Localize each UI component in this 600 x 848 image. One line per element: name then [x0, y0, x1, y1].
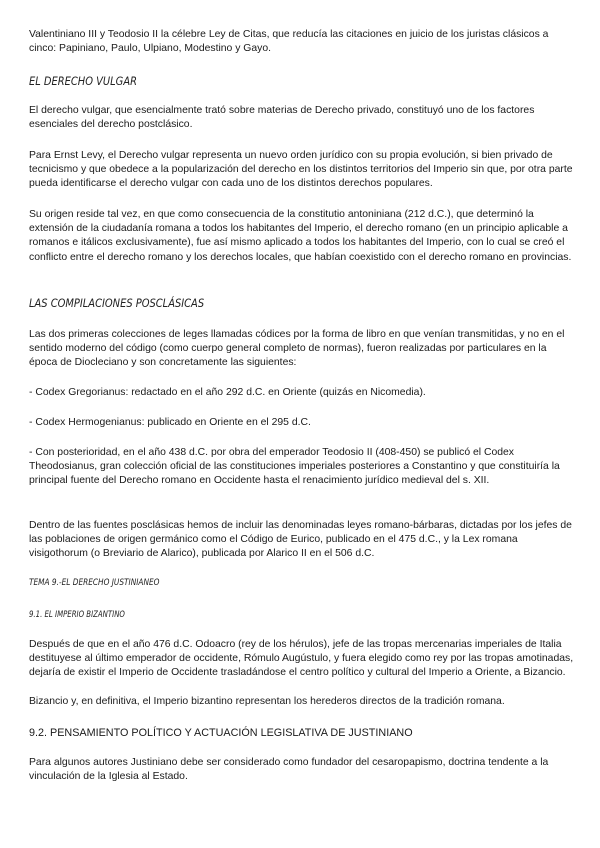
paragraph-derecho-vulgar-intro: El derecho vulgar, que esencialmente trató sobre materias de Derecho privado, constituyó uno de los factores esenciales del derecho postclásico. [29, 105, 535, 131]
paragraph-cesaropapismo: Para algunos autores Justiniano debe ser considerado como fundador del cesaropapismo, doctrina tendente a la vinculación de la Iglesia al Estado. [29, 757, 549, 783]
paragraph-bizancio-herederos: Bizancio y, en definitiva, el Imperio bizantino representan los herederos directos de la tradición romana. [29, 696, 505, 707]
paragraph-compilaciones: Las dos primeras colecciones de leges llamadas códices por la forma de libro en que venían transmitidas, y no en el sentido moderno del código (como cuerpo general completo de normas), fueron realizadas por particulares en la época de Diocleciano y son concretamente las siguientes: [29, 329, 565, 369]
heading-derecho-vulgar: EL DERECHO VULGAR [29, 74, 137, 88]
heading-compilaciones-posclasicas: LAS COMPILACIONES POSCLÁSICAS [29, 296, 205, 310]
heading-pensamiento-politico-justiniano: 9.2. PENSAMIENTO POLÍTICO Y ACTUACIÓN LEGISLATIVA DE JUSTINIANO [29, 727, 413, 739]
paragraph-constitutio-antoniniana: Su origen reside tal vez, en que como consecuencia de la constitutio antoniniana (212 d.C.), que determinó la extensión de la ciudadanía romana a todos los habitantes del Imperio, el derecho romano (en un principio aplicable a romanos e itálicos exclusivamente), fue así mismo aplicado a todos los habitantes del Imperio, con lo cual se creó el conflicto entre el derecho romano y los derechos locales, que habían coexistido con el derecho romano en provincias. [29, 209, 572, 263]
list-item-codex-theodosianus: - Con posterioridad, en el año 438 d.C. por obra del emperador Teodosio II (408-450) se publicó el Codex Theodosianus, gran colección oficial de las constituciones imperiales posteriores a Constantino y que constituiría la principal fuente del Derecho romano en Occidente hasta el renacimiento jurídico medieval del s. XII. [29, 447, 560, 487]
heading-imperio-bizantino: 9.1. EL IMPERIO BIZANTINO [29, 610, 125, 620]
paragraph-ley-de-citas: Valentiniano III y Teodosio II la célebre Ley de Citas, que reducía las citaciones en juicio de los juristas clásicos a cinco: Papiniano, Paulo, Ulpiano, Modestino y Gayo. [29, 29, 549, 55]
paragraph-leyes-romano-barbaras: Dentro de las fuentes posclásicas hemos de incluir las denominadas leyes romano-bárbaras, dictadas por los jefes de las poblaciones de origen germánico como el Código de Eurico, publicado en el 475 d.C., y la Lex romana visigothorum (o Breviario de Alarico), publicada por Alarico II en el 506 d.C. [29, 520, 572, 560]
paragraph-odoacro: Después de que en el año 476 d.C. Odoacro (rey de los hérulos), jefe de las tropas mercenarias imperiales de Italia destituyese al último emperador de occidente, Rómulo Augústulo, y fuera elegido como rey por las tropas amotinadas, dejaría de existir el Imperio de Occidente trasladándose el centro político y cultural del Imperio a Oriente, a Bizancio. [29, 639, 574, 679]
paragraph-ernst-levy: Para Ernst Levy, el Derecho vulgar representa un nuevo orden jurídico con su propia evolución, si bien privado de tecnicismo y que obedece a la popularización del derecho en los distintos territorios del Imperio sin que, por otra parte pueda identificarse el derecho vulgar con cada uno de los distintos derechos populares. [29, 150, 573, 190]
list-item-codex-gregorianus: - Codex Gregorianus: redactado en el año 292 d.C. en Oriente (quizás en Nicomedia). [29, 387, 426, 398]
list-item-codex-hermogenianus: - Codex Hermogenianus: publicado en Oriente en el 295 d.C. [29, 417, 311, 428]
heading-tema-9: TEMA 9.-EL DERECHO JUSTINIANEO [29, 578, 160, 588]
